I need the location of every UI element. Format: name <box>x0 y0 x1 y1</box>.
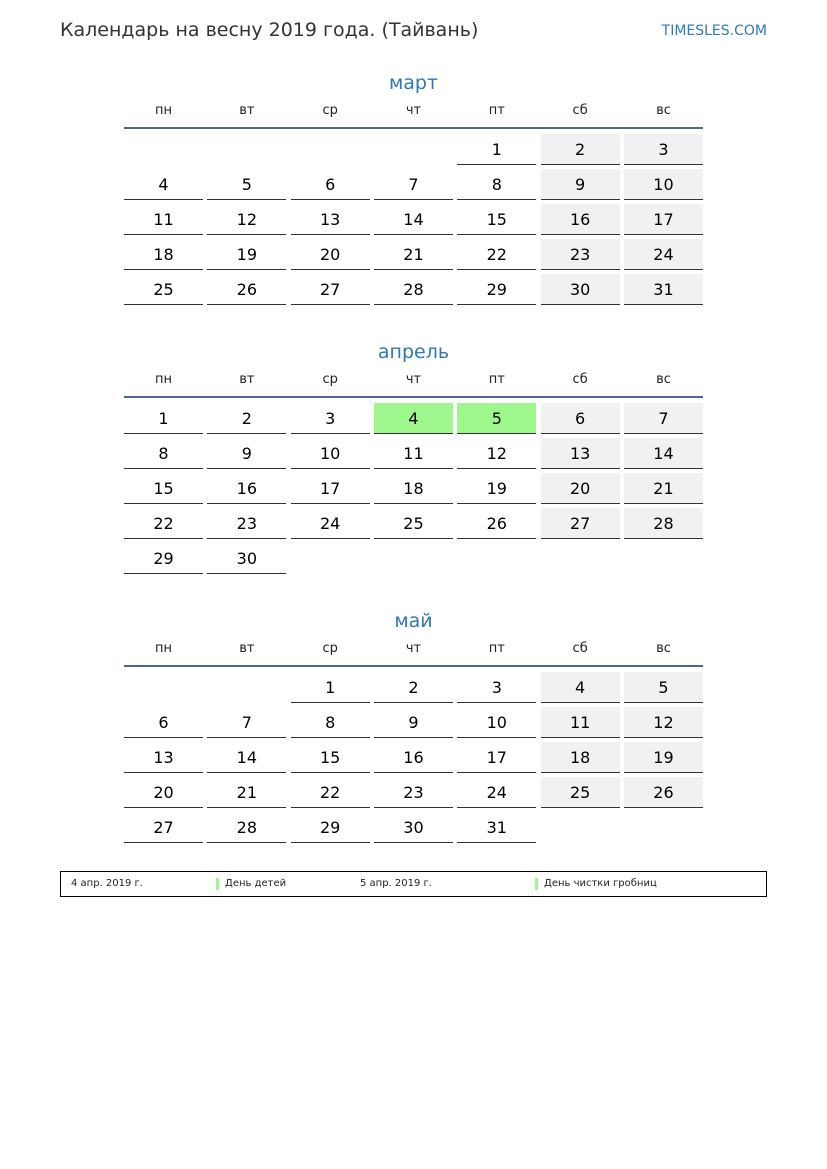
calendar-month-april <box>124 340 703 574</box>
day-cell: 8 <box>124 438 203 469</box>
day-cell: 8 <box>291 707 370 738</box>
empty-cell <box>374 134 453 165</box>
weekday-label: пн <box>155 372 172 387</box>
day-cell: 18 <box>124 239 203 270</box>
day-cell: 22 <box>457 239 536 270</box>
day-cell: 16 <box>207 473 286 504</box>
day-cell: 26 <box>457 508 536 539</box>
weekday-label: ср <box>322 641 338 656</box>
calendar-month-march <box>124 71 703 305</box>
month-title: апрель <box>377 341 450 363</box>
day-cell: 30 <box>541 274 620 305</box>
weekday-label: сб <box>572 372 588 387</box>
day-cell: 24 <box>457 777 536 808</box>
day-cell: 5 <box>207 169 286 200</box>
day-grid <box>124 672 703 843</box>
legend-date: 4 апр. 2019 г. <box>71 878 143 889</box>
legend-holiday-name: День детей <box>225 878 287 889</box>
day-cell: 13 <box>541 438 620 469</box>
day-cell: 25 <box>374 508 453 539</box>
day-cell: 4 <box>541 672 620 703</box>
day-cell: 15 <box>457 204 536 235</box>
day-cell: 31 <box>624 274 703 305</box>
day-cell: 24 <box>624 239 703 270</box>
day-cell: 3 <box>624 134 703 165</box>
day-cell: 13 <box>124 742 203 773</box>
day-cell: 9 <box>374 707 453 738</box>
day-cell: 29 <box>457 274 536 305</box>
day-cell: 3 <box>291 403 370 434</box>
weekday-label: сб <box>572 103 588 118</box>
day-cell: 20 <box>124 777 203 808</box>
day-cell: 10 <box>457 707 536 738</box>
day-cell: 4 <box>374 403 453 434</box>
day-cell: 5 <box>624 672 703 703</box>
day-cell: 29 <box>291 812 370 843</box>
day-cell: 12 <box>624 707 703 738</box>
weekday-label: чт <box>405 641 422 656</box>
day-cell: 21 <box>207 777 286 808</box>
day-cell: 26 <box>207 274 286 305</box>
weekday-label: пн <box>155 103 172 118</box>
holiday-legend <box>60 871 767 897</box>
day-cell: 20 <box>291 239 370 270</box>
weekday-label: вт <box>239 641 255 656</box>
day-cell: 10 <box>291 438 370 469</box>
day-cell: 28 <box>207 812 286 843</box>
day-cell: 22 <box>291 777 370 808</box>
day-cell: 6 <box>124 707 203 738</box>
day-cell: 11 <box>541 707 620 738</box>
day-cell: 15 <box>124 473 203 504</box>
day-cell: 2 <box>207 403 286 434</box>
legend-holiday-name: День чистки гробниц <box>544 878 657 889</box>
day-cell: 2 <box>541 134 620 165</box>
day-cell: 30 <box>374 812 453 843</box>
day-cell: 8 <box>457 169 536 200</box>
weekday-label: чт <box>405 372 422 387</box>
day-cell: 26 <box>624 777 703 808</box>
day-cell: 9 <box>207 438 286 469</box>
weekday-label: вс <box>656 103 671 118</box>
weekday-label: сб <box>572 641 588 656</box>
day-cell: 31 <box>457 812 536 843</box>
day-cell: 22 <box>124 508 203 539</box>
day-cell: 6 <box>291 169 370 200</box>
weekday-label: пт <box>488 372 505 387</box>
day-cell: 20 <box>541 473 620 504</box>
day-grid <box>124 403 703 574</box>
calendar-month-may <box>124 609 703 843</box>
day-cell: 7 <box>374 169 453 200</box>
day-cell: 11 <box>124 204 203 235</box>
site-link[interactable]: TIMESLES.COM <box>661 23 767 39</box>
day-cell: 19 <box>457 473 536 504</box>
weekday-label: чт <box>405 103 422 118</box>
day-cell: 1 <box>457 134 536 165</box>
day-cell: 21 <box>624 473 703 504</box>
day-cell: 11 <box>374 438 453 469</box>
day-cell: 6 <box>541 403 620 434</box>
legend-swatch <box>216 878 219 890</box>
day-cell: 2 <box>374 672 453 703</box>
weekday-label: ср <box>322 372 338 387</box>
weekday-label: вс <box>656 372 671 387</box>
weekday-label: вс <box>656 641 671 656</box>
day-cell: 25 <box>124 274 203 305</box>
day-cell: 14 <box>374 204 453 235</box>
day-cell: 23 <box>207 508 286 539</box>
empty-cell <box>207 672 286 703</box>
day-cell: 27 <box>291 274 370 305</box>
weekday-label: вт <box>239 372 255 387</box>
weekday-label: пт <box>488 641 505 656</box>
day-cell: 1 <box>124 403 203 434</box>
legend-date: 5 апр. 2019 г. <box>360 878 432 889</box>
day-cell: 28 <box>374 274 453 305</box>
weekday-label: вт <box>239 103 255 118</box>
day-cell: 16 <box>541 204 620 235</box>
day-cell: 17 <box>457 742 536 773</box>
weekday-header <box>124 372 703 398</box>
day-cell: 27 <box>124 812 203 843</box>
day-cell: 9 <box>541 169 620 200</box>
day-cell: 12 <box>457 438 536 469</box>
day-cell: 21 <box>374 239 453 270</box>
month-title: май <box>394 610 433 632</box>
day-cell: 14 <box>624 438 703 469</box>
empty-cell <box>207 134 286 165</box>
empty-cell <box>124 672 203 703</box>
day-cell: 19 <box>624 742 703 773</box>
day-cell: 1 <box>291 672 370 703</box>
day-cell: 13 <box>291 204 370 235</box>
day-cell: 18 <box>541 742 620 773</box>
day-cell: 10 <box>624 169 703 200</box>
day-cell: 18 <box>374 473 453 504</box>
empty-cell <box>291 134 370 165</box>
empty-cell <box>124 134 203 165</box>
day-cell: 30 <box>207 543 286 574</box>
weekday-label: пн <box>155 641 172 656</box>
month-title: март <box>388 72 439 94</box>
day-grid <box>124 134 703 305</box>
day-cell: 19 <box>207 239 286 270</box>
day-cell: 29 <box>124 543 203 574</box>
day-cell: 15 <box>291 742 370 773</box>
day-cell: 7 <box>624 403 703 434</box>
weekday-header <box>124 103 703 129</box>
weekday-label: пт <box>488 103 505 118</box>
legend-swatch <box>535 878 538 890</box>
day-cell: 17 <box>291 473 370 504</box>
day-cell: 14 <box>207 742 286 773</box>
day-cell: 23 <box>541 239 620 270</box>
day-cell: 25 <box>541 777 620 808</box>
day-cell: 23 <box>374 777 453 808</box>
day-cell: 24 <box>291 508 370 539</box>
day-cell: 27 <box>541 508 620 539</box>
page-title: Календарь на весну 2019 года. (Тайвань) <box>60 19 479 41</box>
weekday-label: ср <box>322 103 338 118</box>
day-cell: 17 <box>624 204 703 235</box>
day-cell: 16 <box>374 742 453 773</box>
day-cell: 3 <box>457 672 536 703</box>
weekday-header <box>124 641 703 667</box>
day-cell: 5 <box>457 403 536 434</box>
day-cell: 7 <box>207 707 286 738</box>
day-cell: 28 <box>624 508 703 539</box>
day-cell: 12 <box>207 204 286 235</box>
day-cell: 4 <box>124 169 203 200</box>
